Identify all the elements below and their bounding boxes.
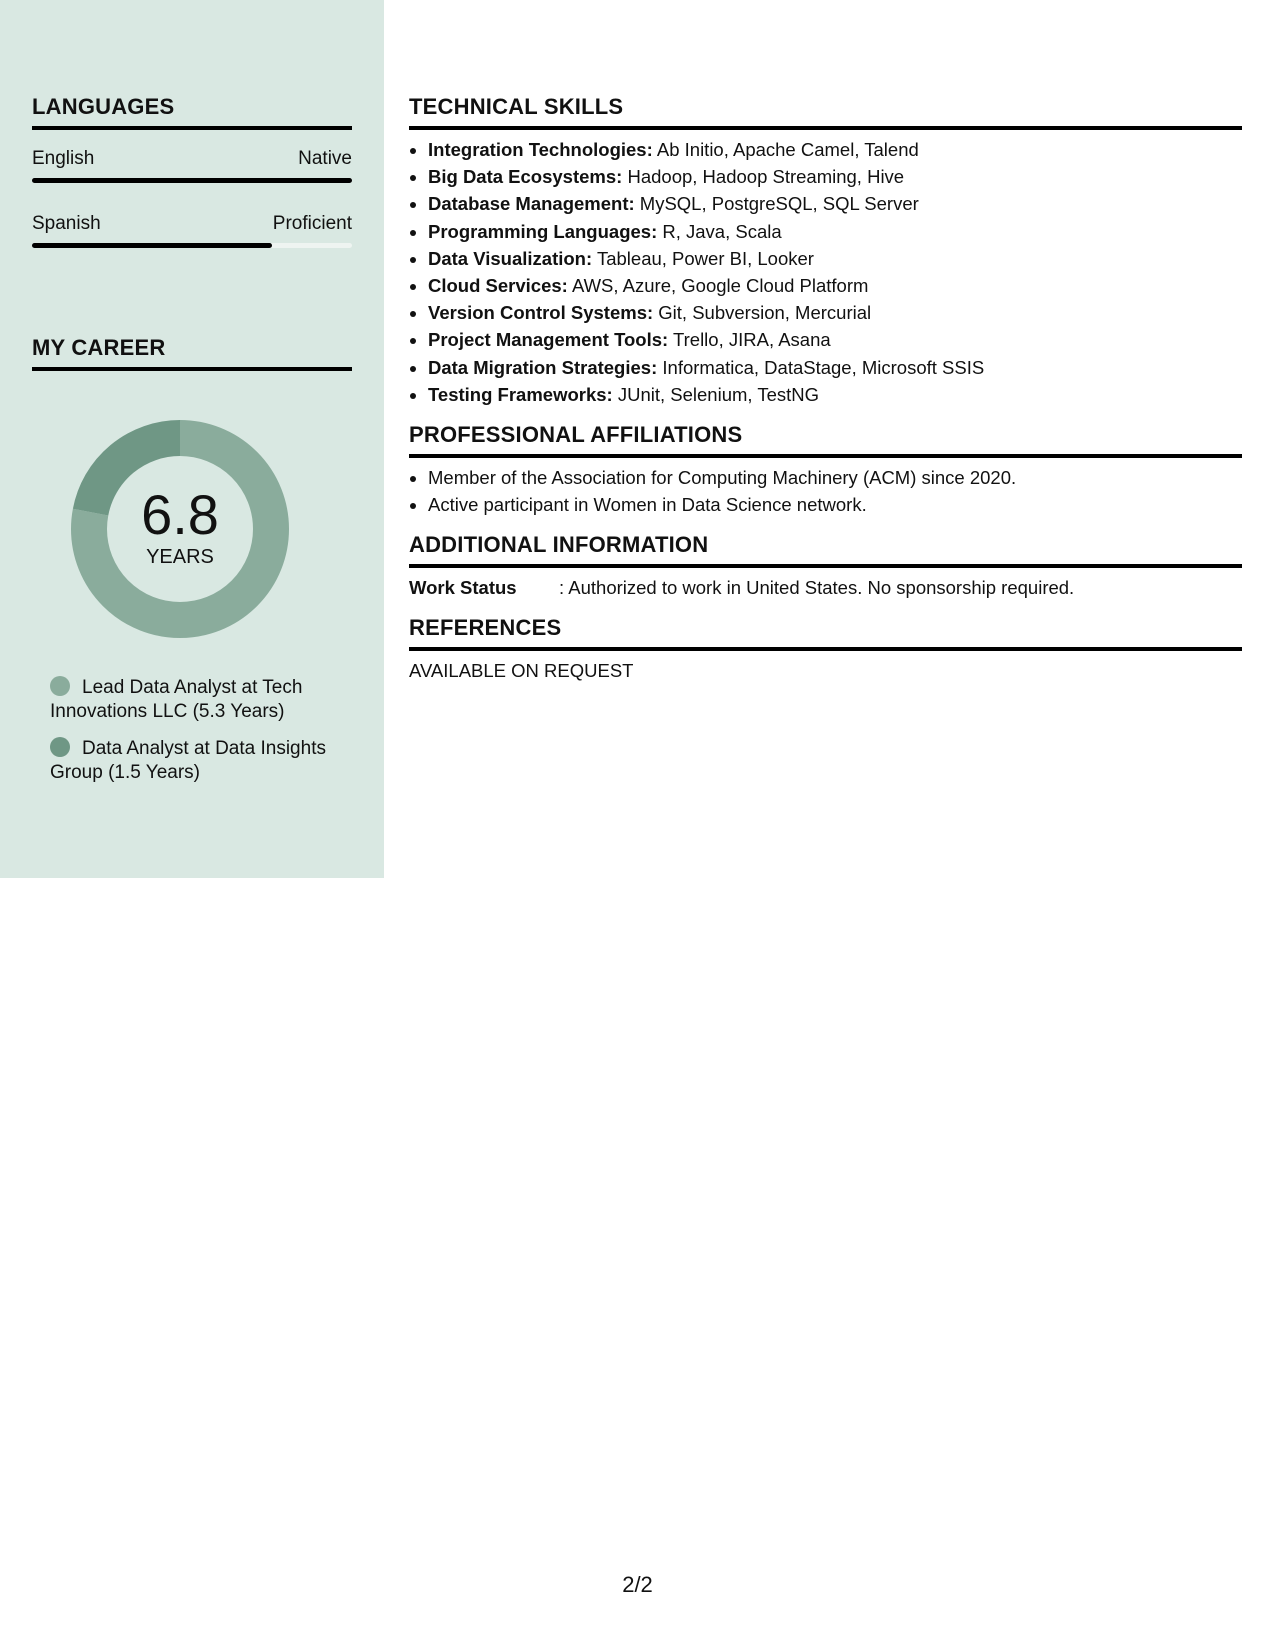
skill-label: Big Data Ecosystems: (428, 166, 623, 188)
skill-value: Git, Subversion, Mercurial (653, 302, 872, 324)
work-status-row (409, 574, 1242, 601)
affiliations-heading: PROFESSIONAL AFFILIATIONS (409, 422, 1242, 458)
skill-item (428, 245, 1242, 272)
technical-skills-heading: TECHNICAL SKILLS (409, 94, 1242, 130)
skill-label: Data Migration Strategies: (428, 356, 658, 378)
career-total-years: 6.8 (141, 482, 219, 546)
work-status-label: Work Status (409, 577, 517, 599)
language-level: Proficient (272, 213, 352, 234)
sidebar (0, 0, 384, 878)
career-legend-item (50, 676, 350, 724)
skill-label: Integration Technologies: (428, 139, 653, 160)
career-heading: MY CAREER (32, 335, 352, 371)
skill-value: Trello, JIRA, Asana (668, 329, 831, 351)
skill-label: Project Management Tools: (428, 329, 669, 351)
skill-value: Ab Initio, Apache Camel, Talend (652, 139, 919, 160)
languages-heading: LANGUAGES (32, 94, 352, 130)
language-level: Native (298, 148, 352, 169)
skills-list (409, 136, 1242, 408)
legend-dot-icon (50, 737, 70, 757)
career-legend (50, 676, 350, 798)
legend-dot-icon (50, 676, 70, 696)
references-heading: REFERENCES (409, 615, 1242, 651)
affiliations-section (409, 422, 1242, 518)
skill-item (428, 218, 1242, 245)
career-section (32, 335, 352, 371)
skill-value: MySQL, PostgreSQL, SQL Server (634, 193, 919, 215)
skill-label: Programming Languages: (428, 220, 658, 242)
affiliation-item: • Active participant in Women in Data Science network. (428, 491, 1242, 518)
skill-item (428, 136, 1242, 163)
page-number: 2/2 (622, 1572, 653, 1597)
languages-section (32, 94, 352, 248)
skill-label: Version Control Systems: (428, 302, 654, 324)
skill-value: R, Java, Scala (657, 220, 782, 242)
skill-value: Hadoop, Hadoop Streaming, Hive (622, 166, 905, 188)
references-section (409, 615, 1242, 684)
work-status-value: : Authorized to work in United States. No sponsorship required. (559, 577, 1075, 599)
additional-info-heading: ADDITIONAL INFORMATION (409, 532, 1242, 568)
career-legend-label: Data Analyst at Data Insights Group (1.5 Years) (50, 738, 326, 783)
skill-label: Data Visualization: (428, 247, 593, 269)
additional-info-section (409, 532, 1242, 601)
skill-item (428, 326, 1242, 353)
career-total-unit: YEARS (146, 545, 214, 568)
career-legend-item (50, 737, 350, 785)
language-item (32, 213, 352, 248)
skill-item (428, 354, 1242, 381)
skill-label: Cloud Services: (428, 275, 568, 297)
language-proficiency-bar (32, 178, 352, 183)
language-name: English (32, 148, 95, 169)
donut-center (66, 415, 294, 643)
main-content (409, 94, 1242, 698)
language-proficiency-fill (32, 243, 272, 248)
career-donut-chart (66, 415, 294, 643)
skill-value: AWS, Azure, Google Cloud Platform (567, 275, 869, 297)
skill-item (428, 272, 1242, 299)
language-proficiency-fill (32, 178, 352, 183)
language-proficiency-bar (32, 243, 352, 248)
language-name: Spanish (32, 213, 101, 234)
skill-value: JUnit, Selenium, TestNG (612, 383, 820, 405)
skill-item (428, 163, 1242, 190)
affiliations-list (409, 464, 1242, 518)
skill-item (428, 381, 1242, 408)
skill-item (428, 190, 1242, 217)
affiliation-item: • Member of the Association for Computing Machinery (ACM) since 2020. (428, 464, 1242, 491)
skill-item (428, 299, 1242, 326)
skill-value: Informatica, DataStage, Microsoft SSIS (657, 356, 985, 378)
career-legend-label: Lead Data Analyst at Tech Innovations LLC (5.3 Years) (50, 677, 303, 722)
skill-label: Database Management: (428, 193, 635, 215)
references-text: AVAILABLE ON REQUEST (409, 660, 634, 682)
technical-skills-section (409, 94, 1242, 408)
skill-label: Testing Frameworks: (428, 383, 613, 405)
language-item (32, 148, 352, 183)
skill-value: Tableau, Power BI, Looker (592, 247, 814, 269)
